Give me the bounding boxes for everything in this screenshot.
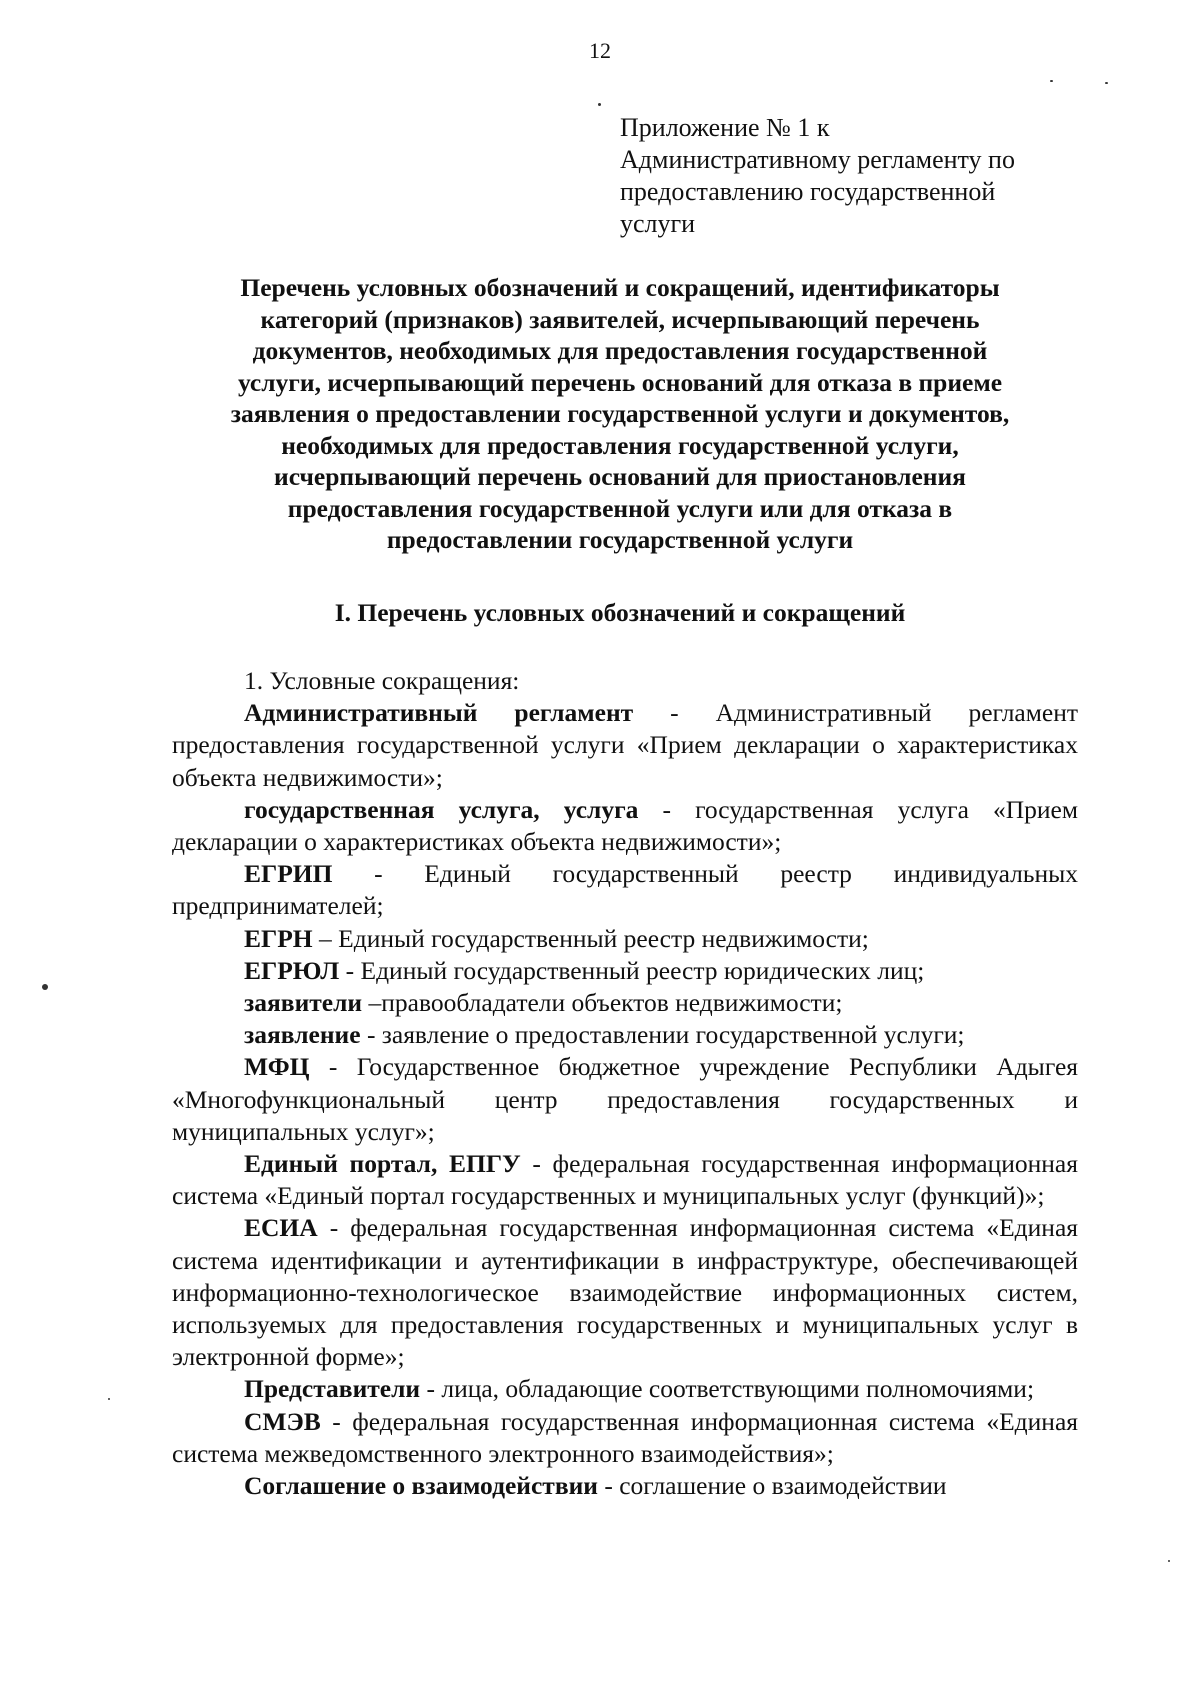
scan-speck [1050, 80, 1053, 82]
title-line: Перечень условных обозначений и сокращений, идентификаторы [240, 273, 1000, 302]
definition-item [172, 1470, 1078, 1502]
appendix-line: услуги [620, 209, 696, 238]
title-line: необходимых для предоставления государственной услуги, [281, 430, 959, 460]
scan-speck [108, 1398, 110, 1400]
definition-item [172, 1212, 1078, 1373]
definition-term: заявители [244, 988, 363, 1018]
definition-text: - федеральная государственная информационная система «Единый портал государственных и муниципальных услуг (функций)»; [172, 1149, 1078, 1211]
document-title [160, 272, 1080, 556]
definition-term: заявление [244, 1020, 361, 1050]
scan-speck [1105, 82, 1108, 84]
definition-term: ЕСИА [244, 1213, 318, 1243]
definition-item [172, 987, 1078, 1019]
definition-item [172, 923, 1078, 955]
scan-speck [42, 984, 48, 990]
definition-term: государственная услуга, услуга [244, 794, 639, 824]
section-heading: I. Перечень условных обозначений и сокращений [334, 598, 906, 627]
title-line: услуги, исчерпывающий перечень оснований для отказа в приеме [237, 367, 1003, 397]
definition-text: –правообладатели объектов недвижимости; [362, 988, 843, 1018]
definition-item [172, 1373, 1078, 1405]
definition-text: - федеральная государственная информационная система «Единая система идентификации и аутентификации в инфраструктуре, обеспечивающей информационно-технологическое взаимодействие информационных систем, используемых для предоставления государственных и муниципальных услуг в электронной форме»; [172, 1213, 1078, 1372]
definition-item [172, 1051, 1078, 1148]
scan-speck [598, 103, 601, 106]
definition-item [172, 858, 1078, 922]
appendix-line: Приложение № 1 к [620, 113, 830, 142]
definition-text: - заявление о предоставлении государственной услуги; [360, 1020, 965, 1050]
definition-item [172, 697, 1078, 794]
definition-term: Представители [244, 1374, 421, 1404]
title-line: предоставления государственной услуги или для отказа в [287, 493, 953, 523]
appendix-line: Административному регламенту по [620, 145, 1015, 174]
title-line: заявления о предоставлении государственной услуги и документов, [230, 399, 1010, 428]
definition-term: Административный регламент [244, 698, 634, 728]
definition-term: ЕГРИП [244, 859, 333, 889]
definition-term: ЕГРН [244, 923, 313, 953]
definition-text: - соглашение о взаимодействии [597, 1471, 947, 1501]
definition-text: - государственная услуга «Прием декларации о характеристиках объекта недвижимости»; [172, 794, 1079, 857]
title-line: документов, необходимых для предоставления государственной [252, 336, 988, 365]
page-number: 12 [589, 38, 611, 63]
definition-term: Соглашение о взаимодействии [244, 1471, 598, 1501]
definition-text: - федеральная государственная информационная система «Единая система межведомственного электронного взаимодействия»; [172, 1406, 1078, 1468]
definition-term: ЕГРЮЛ [244, 955, 340, 985]
definition-text: - Административный регламент предоставления государственной услуги «Прием декларации о характеристиках объекта недвижимости»; [172, 698, 1078, 792]
title-line: предоставлении государственной услуги [386, 525, 854, 554]
definition-text: - Единый государственный реестр юридических лиц; [339, 955, 925, 985]
intro-paragraph: 1. Условные сокращения: [244, 666, 520, 695]
definition-item [172, 1406, 1078, 1470]
definition-text: - Государственное бюджетное учреждение Республики Адыгея «Многофункциональный центр предоставления государственных и муниципальных услуг»; [172, 1052, 1078, 1146]
definitions-body [172, 665, 1078, 1502]
definition-term: Единый портал, ЕПГУ [244, 1149, 521, 1179]
definition-term: СМЭВ [244, 1406, 321, 1436]
definition-text: - лица, обладающие соответствующими полномочиями; [420, 1374, 1035, 1404]
appendix-line: предоставлению государственной [620, 177, 996, 206]
definition-item [172, 1019, 1078, 1051]
definition-item [172, 1148, 1078, 1212]
appendix-header [620, 112, 1080, 240]
definition-item [172, 955, 1078, 987]
title-line: категорий (признаков) заявителей, исчерпывающий перечень [260, 304, 980, 334]
definition-item [172, 794, 1078, 858]
definition-term: МФЦ [244, 1052, 310, 1082]
definition-text: – Единый государственный реестр недвижимости; [312, 923, 869, 953]
definition-text: - Единый государственный реестр индивидуальных предпринимателей; [172, 859, 1078, 921]
title-line: исчерпывающий перечень оснований для приостановления [274, 462, 966, 491]
scan-speck [1168, 1560, 1170, 1562]
